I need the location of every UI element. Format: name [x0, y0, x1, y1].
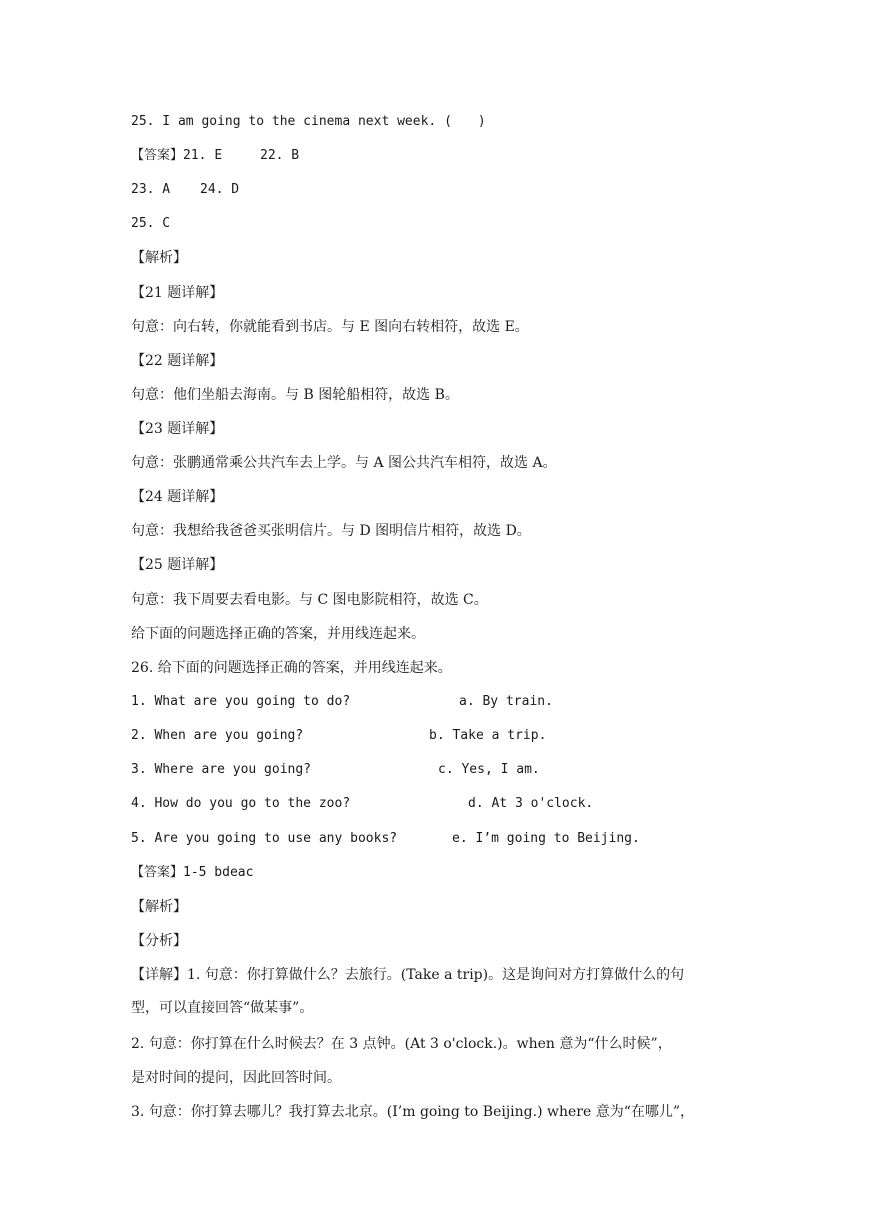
detail-text-21: 句意：向右转，你就能看到书店。与 E 图向右转相符，故选 E。: [131, 319, 529, 335]
analysis-heading: 【解析】: [131, 250, 187, 266]
detail-heading-22: 【22 题详解】: [131, 353, 224, 369]
answer-21: 21. E: [183, 148, 223, 163]
detail-heading-21: 【21 题详解】: [131, 285, 224, 301]
detail-text-25: 句意：我下周要去看电影。与 C 图电影院相符，故选 C。: [131, 592, 488, 608]
answer-line-2: [131, 181, 240, 199]
match-answer-e: e. I’m going to Beijing.: [452, 831, 640, 846]
match-question-3: 3. Where are you going?: [131, 762, 312, 777]
answer-24: 24. D: [200, 182, 240, 197]
match-question-2: 2. When are you going?: [131, 728, 304, 743]
answer-26: 【答案】1-5 bdeac: [131, 865, 254, 880]
fenxi-heading: 【分析】: [131, 933, 187, 949]
match-answer-b: b. Take a trip.: [429, 728, 547, 743]
detail-text-23: 句意：张鹏通常乘公共汽车去上学。与 A 图公共汽车相符，故选 A。: [131, 455, 557, 471]
match-row: [131, 795, 594, 813]
detail-heading-24: 【24 题详解】: [131, 489, 224, 505]
analysis-heading-2: 【解析】: [131, 899, 187, 915]
match-row: [131, 761, 540, 779]
detail-line-2: 型，可以直接回答“做某事”。: [131, 1000, 314, 1016]
match-question-5: 5. Are you going to use any books?: [131, 831, 398, 846]
question-26: 26. 给下面的问题选择正确的答案，并用线连起来。: [131, 660, 452, 676]
answer-label: 【答案】: [131, 148, 184, 163]
match-answer-a: a. By train.: [459, 694, 553, 709]
answer-25: 25. C: [131, 216, 171, 231]
answer-22: 22. B: [260, 148, 300, 163]
answer-23: 23. A: [131, 182, 171, 197]
detail-text-24: 句意：我想给我爸爸买张明信片。与 D 图明信片相符，故选 D。: [131, 523, 531, 539]
question-25: 25. I am going to the cinema next week. ( ): [131, 114, 486, 129]
detail-line-1: 【详解】1. 句意：你打算做什么？去旅行。(Take a trip)。这是询问对方打算做什么的句: [131, 967, 685, 983]
detail-heading-25: 【25 题详解】: [131, 557, 224, 573]
detail-text-22: 句意：他们坐船去海南。与 B 图轮船相符，故选 B。: [131, 387, 459, 403]
match-answer-d: d. At 3 o'clock.: [468, 796, 594, 811]
match-question-1: 1. What are you going to do?: [131, 694, 351, 709]
answer-line-1: [131, 147, 300, 165]
match-question-4: 4. How do you go to the zoo?: [131, 796, 351, 811]
match-row: [131, 693, 553, 711]
detail-line-5: 3. 句意：你打算去哪儿？我打算去北京。(I’m going to Beijing.) where 意为“在哪儿”，: [131, 1104, 695, 1120]
match-row: [131, 727, 547, 745]
detail-line-3: 2. 句意：你打算在什么时候去？在 3 点钟。(At 3 o'clock.)。when 意为“什么时候”，: [131, 1036, 672, 1052]
detail-heading-23: 【23 题详解】: [131, 421, 224, 437]
detail-line-4: 是对时间的提问，因此回答时间。: [131, 1070, 341, 1086]
section-instruction: 给下面的问题选择正确的答案，并用线连起来。: [131, 626, 425, 642]
match-answer-c: c. Yes, I am.: [438, 762, 540, 777]
match-row: [131, 830, 640, 848]
